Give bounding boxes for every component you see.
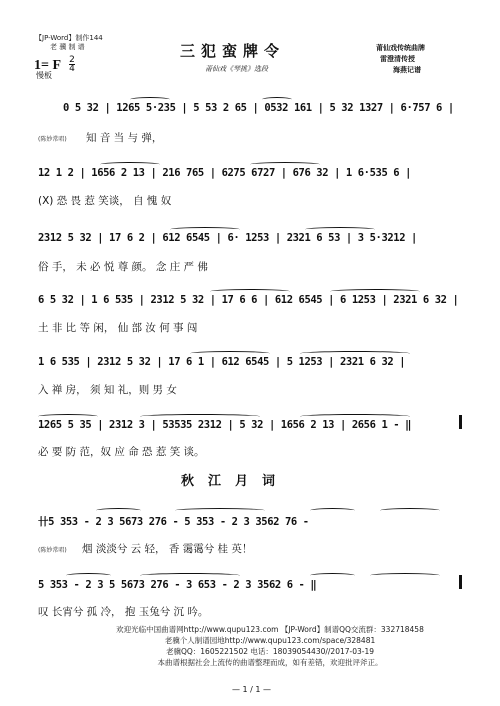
footer (70, 624, 470, 668)
slur-mark (250, 162, 320, 167)
credit-3: 海燕记谱 (393, 66, 421, 74)
note-row-4: 6 5 32 | 1 6 535 | 2312 5 32 | 17 6 6 | 612 6545 | 6 1253 | 2321 6 32 | (38, 294, 459, 306)
section-2-title: 秋江月词 (181, 474, 290, 489)
slur-mark (170, 227, 240, 232)
slur-mark (300, 414, 410, 419)
footer-line-3: 老骥QQ：1605221502 电话：18039054430//2017-03-19 (165, 647, 375, 656)
slur-mark (305, 227, 375, 232)
credit-1: 莆仙戏传统曲牌 (376, 44, 425, 52)
lyric-row-3: 俗 手， 未 必 悦 尊 颜。 念 庄 严 佛 (38, 261, 208, 273)
slur-mark (300, 351, 410, 356)
song-subtitle: 莆仙戏《琴挑》选段 (205, 65, 268, 73)
slur-mark (100, 162, 160, 167)
slur-mark (210, 289, 290, 294)
lyric-row-1: 知 音 当 与 弹， (86, 132, 163, 144)
slur-mark (310, 508, 355, 513)
maker-tag-2: 老 骥 制 谱 (50, 43, 85, 51)
maker-tag: 【JP-Word】制作144 (35, 34, 103, 42)
page-number: — 1 / 1 — (232, 685, 272, 694)
slur-mark (175, 508, 265, 513)
note-row-7: 卄5 353 - 2 3 5673 276 - 5 353 - 2 3 3562 76 - (38, 516, 309, 528)
tempo-mark: 慢板 (36, 71, 52, 80)
time-top: 2 (69, 55, 75, 65)
slur-mark (370, 573, 440, 578)
slur-mark (310, 573, 355, 578)
footer-line-1: 欢迎光临中国曲谱网http://www.qupu123.com 【JP-Word】制谱QQ交流群：332718458 (116, 625, 424, 634)
song-title: 三犯蛮牌令 (180, 42, 286, 60)
footer-line-2: 老骥个人制谱园地http://www.qupu123.com/space/328481 (164, 636, 376, 645)
note-row-3: 2312 5 32 | 17 6 2 | 612 6545 | 6· 1253 | 2321 6 53 | 3 5·3212 | (38, 232, 417, 244)
singer-label: (陈妙常唱) (38, 136, 67, 143)
final-barline-2 (459, 575, 462, 589)
slur-mark (140, 414, 260, 419)
lyric-row-7: 烟 淡淡兮 云 轻， 香 霭霭兮 桂 英！ (82, 543, 253, 555)
lyric-row-4: 土 非 比 等 闲， 仙 部 汝 何 事 闯 (38, 322, 198, 334)
time-bottom: 4 (69, 64, 75, 74)
lyric-row-6: 必 要 防 范，奴 应 命 恐 惹 笑 谈。 (38, 446, 205, 458)
note-row-5: 1 6 535 | 2312 5 32 | 17 6 1 | 612 6545 | 5 1253 | 2321 6 32 | (38, 356, 406, 368)
singer-label-2: (陈妙常唱) (38, 547, 67, 554)
slur-mark (330, 289, 420, 294)
note-row-8: 5 353 - 2 3 5 5673 276 - 3 653 - 2 3 3562 6 - ‖ (38, 579, 317, 591)
note-row-2: 12 1 2 | 1656 2 13 | 216 765 | 6275 6727 | 676 32 | 1 6·535 6 | (38, 167, 412, 179)
footer-line-4: 本曲谱根据社会上流传的曲谱整理而成，如有差错，欢迎批评斧正。 (157, 658, 383, 667)
credit-2: 雷澄清传授 (380, 55, 415, 63)
slur-mark (262, 97, 292, 102)
key-label: 1= F (34, 58, 62, 73)
final-barline (459, 415, 462, 429)
slur-mark (66, 573, 111, 578)
slur-mark (190, 351, 270, 356)
slur-mark (140, 573, 240, 578)
slur-mark (130, 97, 170, 102)
note-row-1: 0 5 32 | 1265 5·235 | 5 53 2 65 | 0532 161 | 5 32 1327 | 6·757 6 | (63, 102, 454, 114)
slur-mark (38, 414, 98, 419)
time-signature (69, 56, 75, 73)
note-row-6: 1265 5 35 | 2312 3 | 53535 2312 | 5 32 | 1656 2 13 | 2656 1 - ‖ (38, 419, 412, 431)
lyric-row-5: 入 禅 房， 须 知 礼，则 男 女 (38, 384, 177, 396)
lyric-row-8: 叹 长宵兮 孤 冷， 抱 玉兔兮 沉 吟。 (38, 606, 209, 618)
lyric-row-2: (X) 恐 畏 惹 笑谈， 自 愧 奴 (38, 195, 172, 207)
slur-mark (96, 508, 141, 513)
slur-mark (380, 508, 440, 513)
